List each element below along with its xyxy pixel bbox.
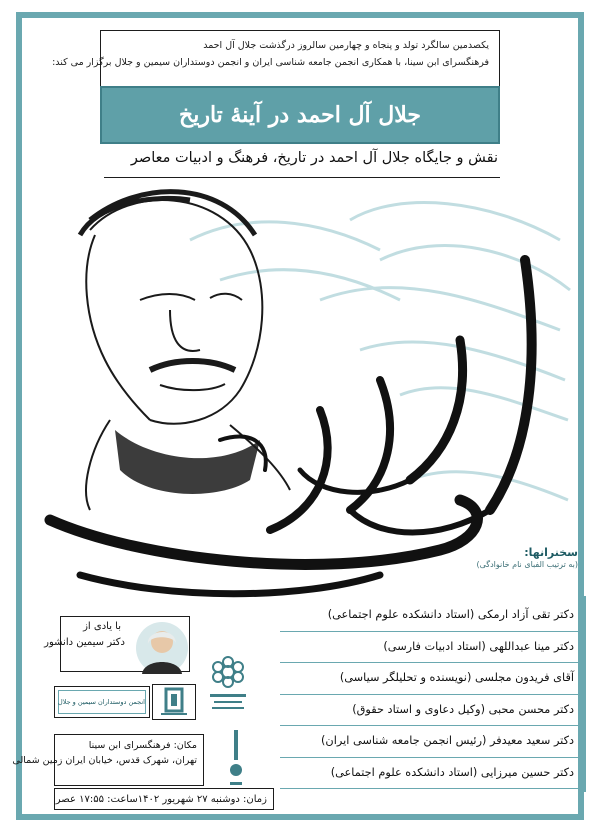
calligraphy-portrait-art	[20, 180, 580, 600]
association-emblem-icon	[153, 685, 195, 719]
poster-subtitle: نقش و جایگاه جلال آل احمد در تاریخ، فرهنگ و ادبیات معاصر	[104, 150, 500, 178]
sociology-association-logo	[152, 684, 196, 720]
schedule-time: ساعت: ۱۷:۵۵ عصر	[55, 793, 138, 805]
memorial-line-1: با یادی از	[83, 621, 121, 632]
poster-title: جلال آل احمد در آینهٔ تاریخ	[179, 102, 421, 128]
venue-logo-icon	[224, 728, 248, 796]
speakers-header	[440, 546, 578, 569]
memorial-line-2: دکتر سیمین دانشور	[44, 637, 125, 648]
speaker-item: آقای فریدون مجلسی (نویسنده و تحلیلگر سیاسی)	[280, 663, 578, 695]
venue-box	[12, 734, 204, 786]
speaker-item: دکتر تقی آزاد ارمکی (استاد دانشکده علوم اجتماعی)	[280, 600, 578, 632]
speaker-item: دکتر مینا عبداللهی (استاد ادبیات فارسی)	[280, 632, 578, 664]
venue-label: مکان: فرهنگسرای ابن سینا	[88, 740, 197, 751]
intro-box	[52, 30, 500, 92]
schedule-date: زمان: دوشنبه ۲۷ شهریور ۱۴۰۲	[137, 793, 267, 805]
intro-line-2: فرهنگسرای ابن سینا، با همکاری انجمن جامعه شناسی ایران و انجمن دوستداران سیمین و جلال برگزار می کند:	[52, 57, 489, 68]
society-logo-text: انجمن دوستداران سیمین و جلال	[58, 690, 146, 714]
title-banner	[100, 86, 500, 144]
memorial-portrait	[136, 622, 188, 674]
speaker-item: دکتر سعید معیدفر (رئیس انجمن جامعه شناسی ایران)	[280, 726, 578, 758]
society-logo	[54, 686, 150, 718]
intro-line-1: یکصدمین سالگرد تولد و پنجاه و چهارمین سالروز درگذشت جلال آل احمد	[203, 40, 489, 51]
speaker-item: دکتر حسین میرزایی (استاد دانشکده علوم اجتماعی)	[280, 758, 578, 790]
speakers-list	[280, 600, 578, 789]
speakers-heading: سخنرانها:	[524, 546, 578, 559]
speakers-note: (به ترتیب الفبای نام خانوادگی)	[476, 560, 578, 569]
speaker-item: دکتر محسن محبی (وکیل دعاوی و استاد حقوق)	[280, 695, 578, 727]
schedule-box	[54, 788, 274, 810]
venue-address: تهران، شهرک قدس، خیابان ایران زمین شمالی	[12, 755, 197, 766]
flower-logo-icon	[206, 654, 250, 724]
